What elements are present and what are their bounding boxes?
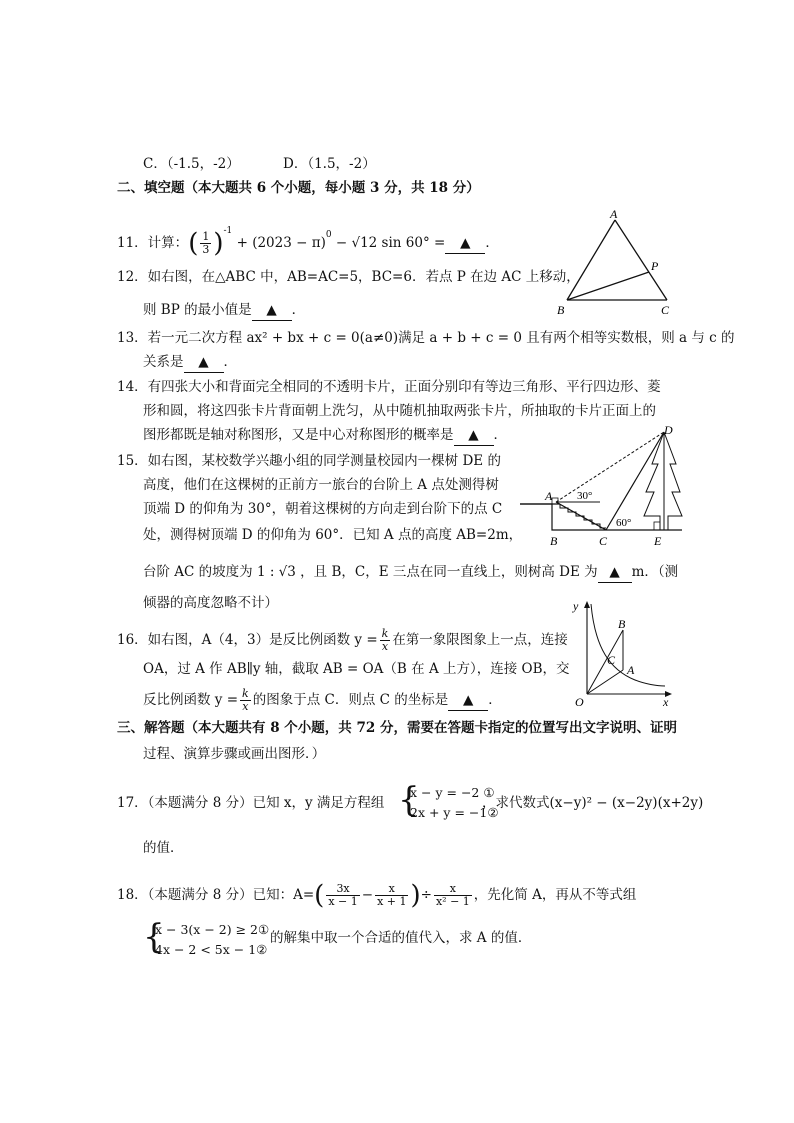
label-60: 60°: [616, 517, 632, 529]
q16-text-c: 反比例函数 y =: [143, 692, 239, 708]
right-angle-e: [654, 522, 660, 530]
q11-frac-den: 3: [202, 243, 210, 256]
figure-triangle-abc: [555, 208, 685, 318]
q15-line1: 15．如右图，某校数学兴趣小组的同学测量校园内一棵树 DE 的: [117, 453, 501, 469]
q16-k: k: [381, 627, 389, 640]
label-c: C: [599, 534, 608, 548]
y-arrow: [584, 601, 590, 608]
label-c: C: [661, 303, 670, 317]
sight-cd: [606, 432, 664, 530]
q18-prefix: 18．（本题满分 8 分）已知：A=: [117, 887, 315, 903]
q12-end: ．: [291, 302, 306, 318]
q15-line6: 倾器的高度忽略不计）: [143, 595, 278, 611]
q13-text: 关系是: [143, 354, 184, 370]
q11: [117, 221, 499, 259]
tree-outline: [644, 432, 682, 530]
q18-paren-right: ): [410, 880, 421, 911]
q18-frac2-den: x + 1: [377, 895, 407, 908]
q18-paren-left: (: [314, 880, 325, 911]
q14-answer-blank: ▲: [454, 425, 494, 446]
section3-line2: 过程、演算步骤或画出图形．）: [143, 746, 326, 762]
q11-answer-blank: ▲: [445, 233, 485, 254]
figure-inverse-function: [565, 598, 675, 710]
q16-end: ．: [488, 692, 502, 708]
q18-frac3-den: x² − 1: [435, 895, 470, 908]
q11-plus: +: [236, 235, 248, 251]
q11-exp0: 0: [325, 230, 332, 240]
q14-end: ．: [493, 427, 507, 443]
option-d: D．（1.5，-2）: [283, 156, 376, 172]
q16-x: x: [381, 640, 389, 653]
q17-prefix: 17．（本题满分 8 分）已知 x，y 满足方程组: [117, 795, 385, 811]
q12-text: 则 BP 的最小值是: [143, 302, 252, 318]
q12-answer-blank: ▲: [252, 300, 292, 321]
q11-paren-left: (: [188, 228, 199, 259]
q11-exp1: -1: [223, 226, 233, 236]
slope-ac: [556, 502, 606, 530]
q18-frac3-num: x: [434, 883, 472, 896]
q18-suffix: ，先化简 A，再从不等式组: [473, 887, 637, 903]
q18-brace: {: [143, 917, 165, 957]
q18-div: ÷: [420, 887, 432, 903]
q14-line1: 14．有四张大小和背面完全相同的不透明卡片，正面分别印有等边三角形、平行四边形、菱: [117, 379, 661, 395]
q18-minus: −: [361, 887, 374, 903]
q17-eq2: 2x + y = −1②: [410, 805, 499, 820]
q13-line1: 13．若一元二次方程 ax² + bx + c = 0(a≠0)满足 a + b + c = 0 且有两个相等实数根，则 a 与 c 的: [117, 330, 735, 346]
q15-answer-blank: ▲: [598, 562, 632, 583]
q16-text-d: 的图象于点 C．则点 C 的坐标是: [252, 692, 449, 708]
q18-frac2-num: x: [375, 883, 408, 896]
q17-brace: {: [398, 780, 420, 820]
label-e: E: [654, 534, 662, 548]
label-d: D: [664, 424, 673, 437]
q11-paren-right: ): [213, 228, 224, 259]
label-a: A: [610, 208, 618, 221]
q12-line1: 12．如右图，在△ABC 中，AB=AC=5，BC=6．若点 P 在边 AC 上移动，: [117, 269, 580, 285]
label-c: C: [607, 653, 616, 667]
q11-prefix: 11．计算：: [117, 235, 189, 251]
q16-line2: OA，过 A 作 AB∥y 轴，截取 AB = OA（B 在 A 上方），连接 OB，交: [143, 661, 570, 677]
q14-line3: [143, 425, 507, 446]
q16-x2: x: [242, 700, 249, 713]
label-o: O: [575, 695, 584, 709]
q16-line3: [143, 688, 502, 713]
q16-line1: [117, 628, 568, 653]
label-a: A: [627, 663, 635, 677]
q18-frac1: [326, 883, 359, 908]
q16-answer-blank: ▲: [448, 690, 488, 711]
q18-line1: [117, 880, 637, 911]
option-c: C．（-1.5，-2）: [143, 156, 240, 172]
q13-answer-blank: ▲: [184, 352, 224, 373]
section2-heading: 二、填空题（本大题共 6 个小题，每小题 3 分，共 18 分）: [117, 180, 480, 196]
q11-fraction: [200, 231, 211, 256]
q13-end: ．: [223, 354, 237, 370]
label-a: A: [545, 489, 553, 503]
q17-eq1: x − y = −2 ①: [410, 785, 495, 800]
q15-line4: 处，测得树顶端 D 的仰角为 60°．已知 A 点的高度 AB=2m，: [143, 527, 523, 543]
q11-paren: (2023 − π): [252, 235, 326, 251]
q13-line2: [143, 352, 237, 373]
q11-frac-num: 1: [202, 230, 210, 243]
q14-line2: 形和圆，将这四张卡片背面朝上洗匀，从中随机抽取两张卡片，所抽取的卡片正面上的: [143, 403, 656, 419]
segment-oa: [587, 670, 623, 694]
side-ac: [615, 220, 667, 300]
q15-text: 台阶 AC 的坡度为 1 : √3 ，且 B，C，E 三点在同一直线上，则树高 DE 为: [143, 564, 598, 580]
label-b: B: [550, 534, 558, 548]
q16-text-b: 在第一象限图象上一点，连接: [392, 632, 568, 648]
q15-text-b: m．（测: [631, 564, 679, 580]
q16-text: 16．如右图，A（4，3）是反比例函数 y =: [117, 632, 378, 648]
q15-line5: [143, 562, 678, 583]
q18-ineq2: 4x − 2 < 5x − 1②: [155, 942, 268, 957]
q18-frac1-den: x − 1: [328, 895, 358, 908]
figure-tree-measurement: [520, 424, 690, 550]
label-x: x: [663, 695, 669, 709]
q11-end: ．: [485, 235, 499, 251]
q16-k-over-x-2: [240, 688, 251, 713]
q18-line2: 的解集中取一个合适的值代入，求 A 的值．: [270, 930, 532, 946]
q17-suffix: ，求代数式(x−y)² − (x−2y)(x+2y): [482, 795, 704, 811]
label-p: P: [651, 259, 659, 273]
label-b: B: [618, 617, 626, 631]
q18-frac1-num: 3x: [326, 883, 359, 896]
q11-rest: − √12 sin 60° =: [331, 235, 446, 251]
side-ab: [567, 220, 615, 300]
q18-frac2: [375, 883, 408, 908]
q15-line2: 高度，他们在这棵树的正前方一旅台的台阶上 A 点处测得树: [143, 477, 499, 493]
q14-text: 图形都既是轴对称图形，又是中心对称图形的概率是: [143, 427, 454, 443]
q12-line2: [143, 300, 305, 321]
label-b: B: [557, 303, 565, 317]
q17-line2: 的值．: [143, 840, 184, 856]
q16-k2: k: [242, 687, 249, 700]
q15-line3: 顶端 D 的仰角为 30°，朝着这棵树的方向走到台阶下的点 C: [143, 501, 503, 517]
q16-k-over-x: [380, 628, 391, 653]
ground-step: [520, 504, 682, 530]
q18-ineq1: x − 3(x − 2) ≥ 2①: [155, 922, 270, 937]
q18-frac3: [434, 883, 472, 908]
label-30: 30°: [577, 490, 593, 502]
label-y: y: [573, 599, 579, 613]
section3-line1: 三、解答题（本大题共有 8 个小题，共 72 分，需要在答题卡指定的位置写出文字说明、证明: [117, 720, 677, 736]
q18-system: [143, 917, 273, 960]
segment-ob: [587, 630, 623, 694]
segment-bp: [567, 272, 649, 300]
